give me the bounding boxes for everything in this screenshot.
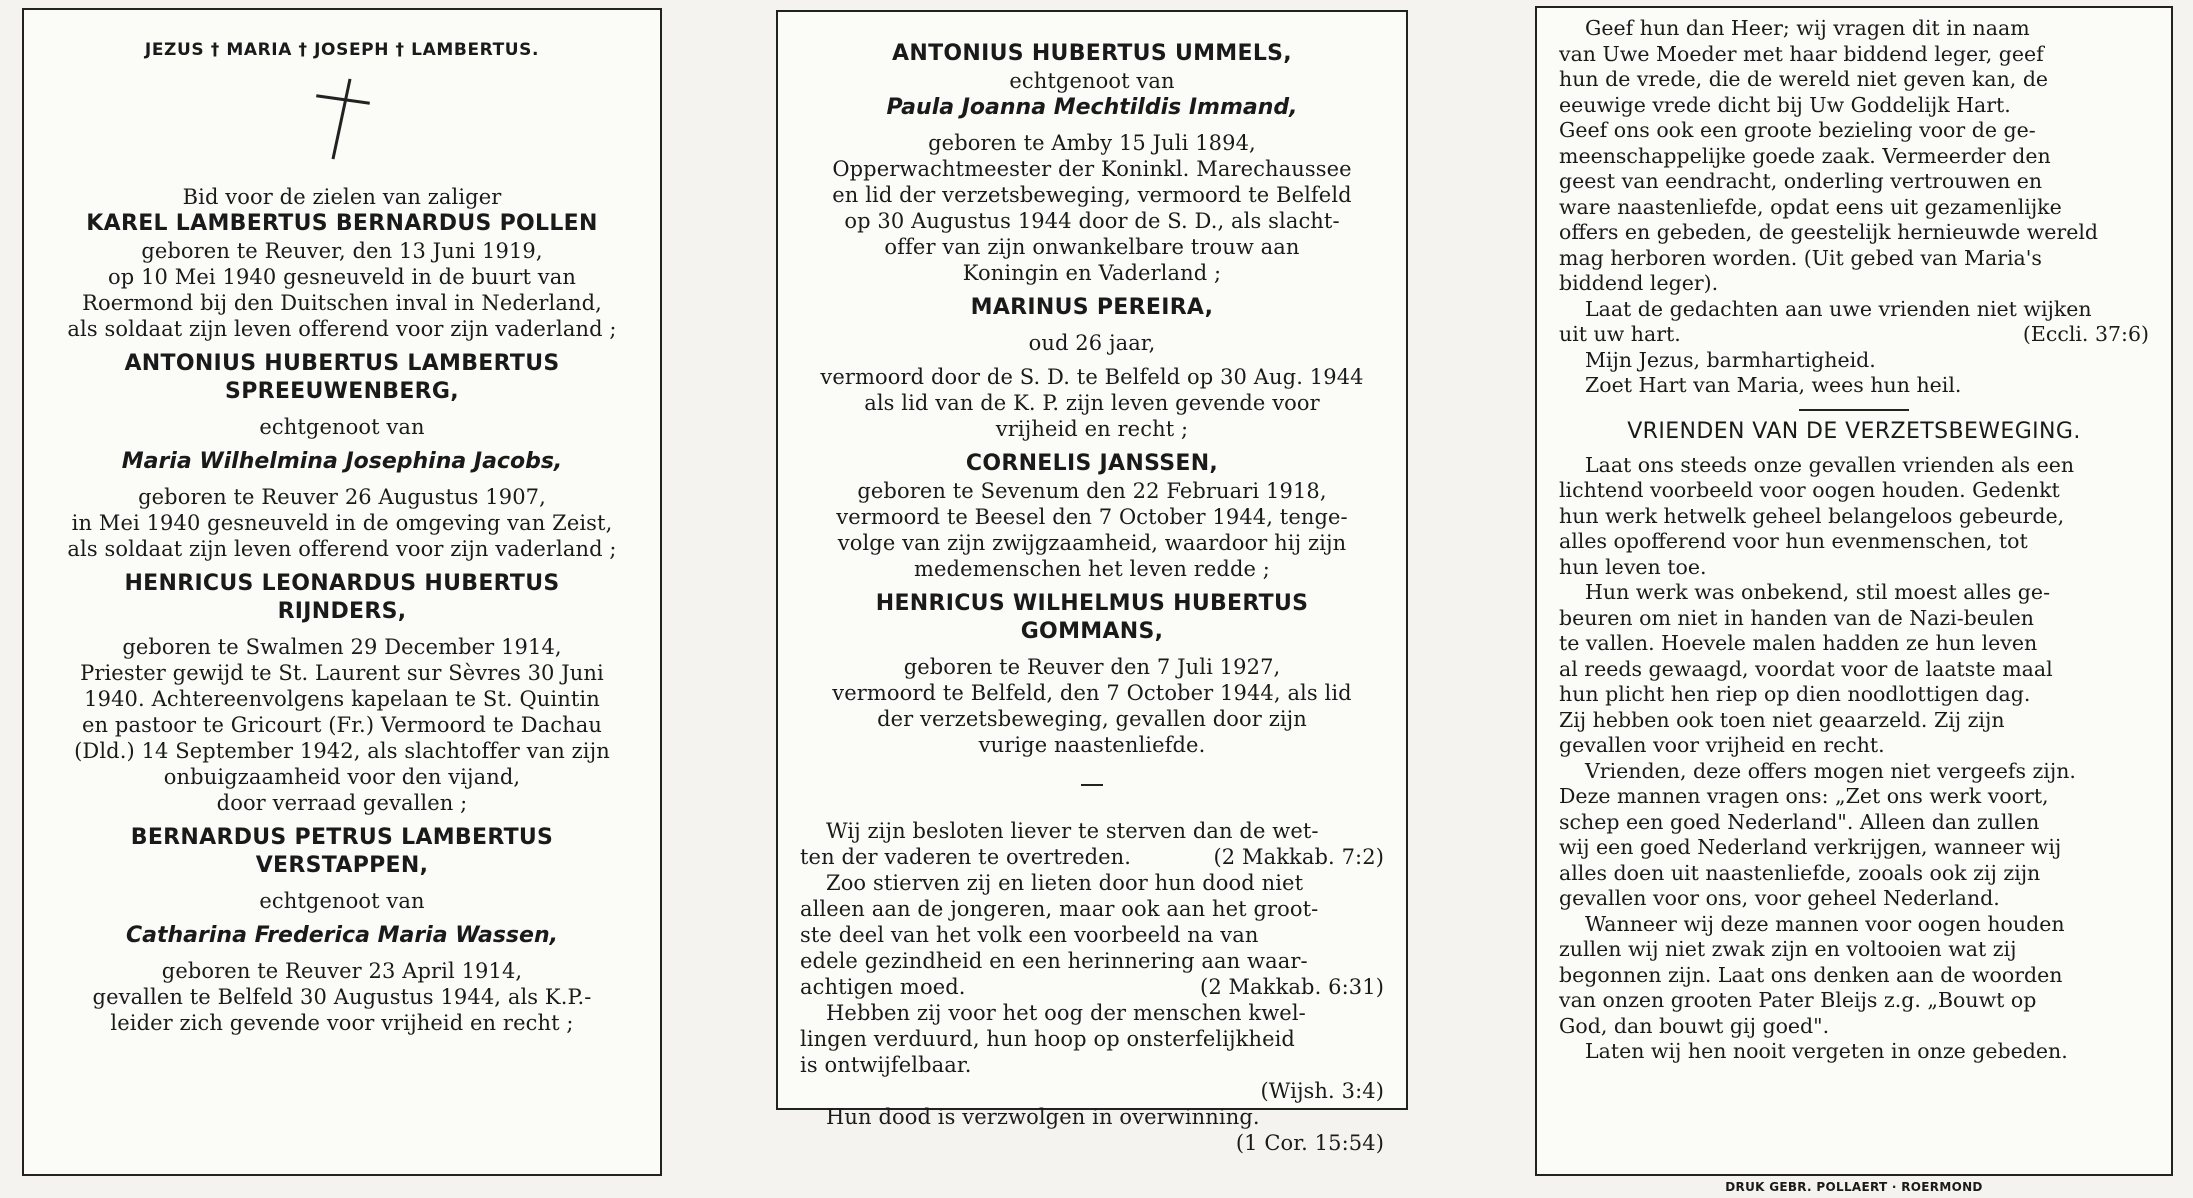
divider [1081, 784, 1103, 786]
person-name: HENRICUS WILHELMUS HUBERTUS [875, 591, 1309, 616]
quote-text: lingen verduurd, hun hoop op onsterfelijkheid [800, 1027, 1295, 1051]
person-text: oud 26 jaar, [1028, 331, 1156, 355]
body-text: te vallen. Hoevele malen hadden ze hun leven [1559, 631, 2038, 655]
quote-text [800, 1130, 1384, 1156]
body-text: begonnen zijn. Laat ons denken aan de woorden [1559, 962, 2063, 987]
person-text: geboren te Sevenum den 22 Februari 1918, [857, 479, 1327, 503]
quote-text: Hun dood is verzwolgen in overwinning. [826, 1105, 1260, 1129]
prayer-text: mag herboren worden. (Uit gebed van Maria's [1559, 245, 2042, 270]
body-text: Laat ons steeds onze gevallen vrienden als een [1585, 452, 2075, 477]
body-text: al reeds gewaagd, voordat voor de laatste maal [1559, 656, 2053, 681]
person-text: gevallen te Belfeld 30 Augustus 1944, als K.P.- [92, 985, 592, 1009]
person-text: Koningin en Vaderland ; [962, 261, 1222, 285]
body-text: van onzen grooten Pater Bleijs z.g. „Bouwt op [1559, 988, 2037, 1012]
body-text: wij een goed Nederland verkrijgen, wanneer wij [1559, 835, 2062, 859]
prayer-text: Geef hun dan Heer; wij vragen dit in naam [1585, 16, 2030, 40]
verse-text: Laat de gedachten aan uwe vrienden niet wijken [1585, 296, 2092, 321]
person-name: VERSTAPPEN, [255, 853, 429, 878]
quote-text: alleen aan de jongeren, maar ook aan het groot- [800, 897, 1319, 921]
person-text: geboren te Amby 15 Juli 1894, [928, 131, 1256, 155]
person-text: vermoord te Beesel den 7 October 1944, tenge- [836, 505, 1348, 529]
quote-text: Wij zijn besloten liever te sterven dan de wet- [826, 819, 1319, 843]
body-text: God, dan bouwt gij goed". [1559, 1013, 1830, 1038]
person-name: KAREL LAMBERTUS BERNARDUS POLLEN [86, 211, 598, 236]
person-text: geboren te Reuver 26 Augustus 1907, [138, 485, 546, 509]
person-text: en lid der verzetsbeweging, vermoord te Belfeld [832, 183, 1352, 207]
person-text: in Mei 1940 gesneuveld in de omgeving van Zeist, [71, 511, 613, 535]
person-text: volge van zijn zwijgzaamheid, waardoor hij zijn [837, 531, 1347, 555]
person-name: MARINUS PEREIRA, [970, 295, 1214, 320]
prayer-text: biddend leger). [1559, 271, 1719, 295]
person-text: en pastoor te Gricourt (Fr.) Vermoord te Dachau [82, 713, 602, 737]
invocation: Mijn Jezus, barmhartigheid. [1585, 347, 1876, 372]
quote-reference: (1 Cor. 15:54) [1235, 1131, 1384, 1155]
body-text: Hun werk was onbekend, stil moest alles ge- [1585, 580, 2050, 604]
person-text: door verraad gevallen ; [216, 791, 468, 815]
person-text: vrijheid en recht ; [995, 417, 1189, 441]
quote-text: edele gezindheid en een herinnering aan waar- [800, 949, 1308, 973]
verse-reference: (Eccli. 37:6) [2022, 322, 2149, 346]
person-text: offer van zijn onwankelbare trouw aan [884, 235, 1300, 259]
memorial-card-panel-3 [1535, 6, 2173, 1176]
person-name: ANTONIUS HUBERTUS LAMBERTUS [124, 351, 560, 376]
body-text: Vrienden, deze offers mogen niet vergeefs zijn. [1585, 758, 2076, 783]
body-text: zullen wij niet zwak zijn en voltooien wat zij [1559, 937, 2017, 961]
person-text: vermoord door de S. D. te Belfeld op 30 Aug. 1944 [820, 365, 1364, 389]
body-text: hun plicht hen riep op dien noodlottigen dag. [1559, 682, 2031, 706]
quote-text: Hebben zij voor het oog der menschen kwel- [826, 1001, 1306, 1025]
person-name: CORNELIS JANSSEN, [965, 451, 1219, 476]
spouse-label: echtgenoot van [259, 415, 425, 439]
body-text: gevallen voor vrijheid en recht. [1559, 733, 1885, 757]
person-text: der verzetsbeweging, gevallen door zijn [877, 707, 1307, 731]
prayer-text: van Uwe Moeder met haar biddend leger, geef [1559, 41, 2044, 66]
panel1-intro: Bid voor de zielen van zaliger [182, 185, 502, 209]
person-text: als lid van de K. P. zijn leven gevende voor [864, 391, 1320, 415]
quote-reference: (2 Makkab. 7:2) [1213, 845, 1384, 869]
person-text: geboren te Reuver den 7 Juli 1927, [903, 655, 1281, 679]
body-text: alles doen uit naastenliefde, zooals ook zij zijn [1559, 860, 2041, 885]
prayer-text: offers en gebeden, de geestelijk hernieuwde wereld [1559, 220, 2099, 244]
body-text: gevallen voor ons, voor geheel Nederland. [1559, 886, 2000, 910]
person-text: (Dld.) 14 September 1942, als slachtoffer van zijn [74, 739, 610, 763]
person-text: als soldaat zijn leven offerend voor zijn vaderland ; [67, 317, 617, 341]
person-text: onbuigzaamheid voor den vijand, [163, 765, 521, 789]
printer-credit: DRUK GEBR. POLLAERT · ROERMOND [1725, 1180, 1983, 1194]
body-text: beuren om niet in handen van de Nazi-beulen [1559, 605, 2035, 630]
quote-text: ten der vaderen te overtreden. (2 Makkab. 7:2) [800, 845, 1384, 869]
person-text: medemenschen het leven redde ; [913, 557, 1270, 581]
person-text: Priester gewijd te St. Laurent sur Sèvres 30 Juni [80, 661, 604, 685]
person-text: als soldaat zijn leven offerend voor zijn vaderland ; [67, 537, 617, 561]
prayer-text: meenschappelijke goede zaak. Vermeerder den [1559, 143, 2051, 168]
person-text: geboren te Reuver 23 April 1914, [161, 959, 523, 983]
memorial-card-panel-2 [776, 10, 1408, 1155]
quote-text: achtigen moed. (2 Makkab. 6:31) [800, 975, 1384, 999]
quote-reference: (Wijsh. 3:4) [1260, 1079, 1384, 1103]
quote-text: Zoo stierven zij en lieten door hun dood niet [826, 871, 1304, 895]
body-text: Laten wij hen nooit vergeten in onze gebeden. [1585, 1039, 2068, 1063]
body-text: Zij hebben ook toen niet geaarzeld. Zij zijn [1559, 707, 2005, 732]
person-text: 1940. Achtereenvolgens kapelaan te St. Quintin [84, 687, 600, 711]
person-text: Roermond bij den Duitschen inval in Nederland, [82, 291, 602, 315]
quote-text [800, 1078, 1384, 1104]
person-text: op 30 Augustus 1944 door de S. D., als slacht- [844, 209, 1340, 233]
prayer-text: Geef ons ook een groote bezieling voor de ge- [1559, 118, 2036, 142]
person-text: vermoord te Belfeld, den 7 October 1944, als lid [832, 681, 1352, 705]
prayer-text: geest van eendracht, onderling vertrouwen en [1559, 169, 2043, 193]
prayer-text: ware naastenliefde, opdat eens uit gezamenlijke [1559, 194, 2062, 219]
spouse-name: Maria Wilhelmina Josephina Jacobs, [121, 449, 563, 474]
person-name: RIJNDERS, [277, 599, 407, 624]
body-text: hun leven toe. [1559, 554, 1707, 579]
body-text: Deze mannen vragen ons: „Zet ons werk voort, [1559, 784, 2049, 808]
person-text: Opperwachtmeester der Koninkl. Marechaussee [832, 157, 1352, 181]
body-text: schep een goed Nederland". Alleen dan zullen [1559, 809, 2040, 834]
cross-icon [312, 74, 372, 164]
person-text: vurige naastenliefde. [978, 733, 1206, 757]
body-text: lichtend voorbeeld voor oogen houden. Gedenkt [1559, 478, 2060, 502]
verse-text: uit uw hart. (Eccli. 37:6) [1559, 322, 2149, 346]
person-text: geboren te Swalmen 29 December 1914, [122, 635, 562, 659]
panel1-header: JEZUS † MARIA † JOSEPH † LAMBERTUS. [144, 40, 540, 60]
spouse-label: echtgenoot van [259, 889, 425, 913]
body-text: hun werk hetwelk geheel belangeloos gebeurde, [1559, 503, 2065, 528]
spouse-name: Catharina Frederica Maria Wassen, [126, 923, 558, 948]
divider [1799, 409, 1909, 411]
body-text: alles opofferend voor hun evenmenschen, tot [1559, 529, 2028, 553]
spouse-label: echtgenoot van [1009, 69, 1175, 93]
person-name: HENRICUS LEONARDUS HUBERTUS [124, 571, 560, 596]
person-text: leider zich gevende voor vrijheid en recht ; [110, 1011, 574, 1035]
prayer-text: eeuwige vrede dicht bij Uw Goddelijk Hart. [1559, 92, 2011, 117]
person-name: SPREEUWENBERG, [225, 379, 459, 404]
person-name: BERNARDUS PETRUS LAMBERTUS [130, 825, 554, 850]
person-text: geboren te Reuver, den 13 Juni 1919, [141, 239, 543, 263]
spouse-name: Paula Joanna Mechtildis Immand, [886, 95, 1298, 120]
quote-text: ste deel van het volk een voorbeeld na van [800, 923, 1259, 947]
quote-text: is ontwijfelbaar. [800, 1053, 972, 1077]
invocation: Zoet Hart van Maria, wees hun heil. [1585, 373, 1962, 397]
person-name: GOMMANS, [1020, 619, 1164, 644]
quote-reference: (2 Makkab. 6:31) [1200, 975, 1384, 999]
section-title: VRIENDEN VAN DE VERZETSBEWEGING. [1627, 418, 2081, 444]
person-text: op 10 Mei 1940 gesneuveld in de buurt van [108, 265, 576, 289]
memorial-card-panel-1 [22, 8, 662, 1176]
person-name: ANTONIUS HUBERTUS UMMELS, [892, 41, 1292, 66]
body-text: Wanneer wij deze mannen voor oogen houden [1585, 911, 2065, 936]
prayer-text: hun de vrede, die de wereld niet geven kan, de [1559, 67, 2049, 91]
